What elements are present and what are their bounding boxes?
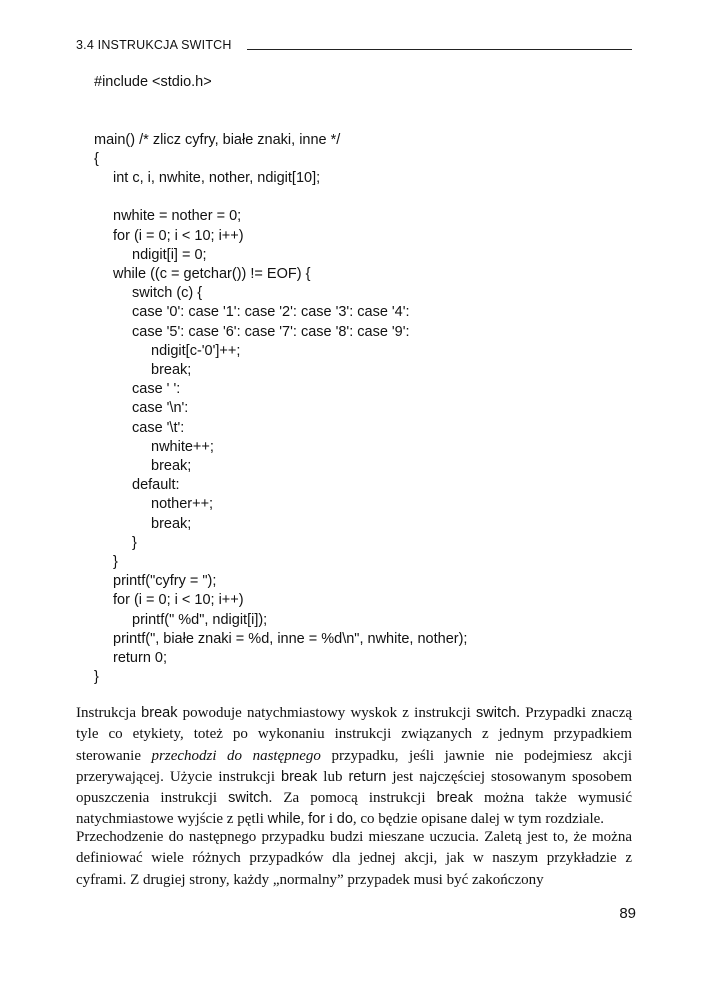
keyword-for: for [308, 811, 326, 828]
text-run: , [300, 811, 309, 828]
code-line: case ' ': [132, 381, 181, 398]
code-line: int c, i, nwhite, nother, ndigit[10]; [113, 170, 321, 186]
code-line: } [113, 554, 118, 570]
text-run: . Przypadki znaczą tyle co etykiety, toteż po wykonaniu instrukcji związanych z jednym przypadkiem sterowanie [76, 705, 633, 764]
page-number: 89 [619, 905, 636, 922]
keyword-while: while [267, 811, 301, 828]
text-run: Instrukcja [76, 705, 142, 721]
text-run: i [325, 811, 337, 828]
text-run: jest najczęściej stosowanym sposobem opuszczenia instrukcji [76, 768, 632, 807]
emphasis-fall-through: przechodzi do następnego [151, 747, 321, 764]
code-line: } [132, 534, 137, 551]
text-run: lub [317, 768, 349, 785]
code-line: break; [151, 515, 192, 532]
code-line: case '0': case '1': case '2': case '3': case '4': [132, 304, 410, 321]
code-line: case '\t': [132, 419, 185, 436]
keyword-switch: switch [476, 705, 517, 721]
keyword-return: return [348, 768, 387, 785]
running-title: 3.4 INSTRUKCJA SWITCH [76, 38, 232, 52]
text-run: . Za pomocą instrukcji [268, 790, 437, 807]
keyword-do: do [336, 811, 353, 828]
code-line: nother++; [151, 496, 214, 513]
keyword-switch: switch [228, 790, 269, 807]
paragraph-break-explanation [76, 703, 632, 831]
text-run: , co będzie opisane dalej w tym rozdziale. [352, 811, 605, 828]
code-line: #include <stdio.h> [94, 74, 212, 90]
code-line: { [94, 150, 99, 167]
code-line: return 0; [113, 650, 167, 666]
running-header [76, 36, 632, 56]
code-line: printf(" %d", ndigit[i]); [132, 611, 268, 628]
header-rule [247, 49, 632, 50]
code-line: default: [132, 477, 180, 494]
code-line: } [94, 669, 99, 686]
code-line: printf(", białe znaki = %d, inne = %d\n", nwhite, nother); [113, 630, 468, 647]
text-run: powoduje natychmiastowy wyskok z instrukcji [177, 705, 476, 721]
code-line: break; [151, 362, 192, 378]
code-line: main() /* zlicz cyfry, białe znaki, inne */ [94, 131, 341, 148]
keyword-break: break [281, 768, 318, 785]
code-line: ndigit[c-'0']++; [151, 342, 241, 359]
code-line: printf("cyfry = "); [113, 573, 217, 590]
keyword-break: break [436, 790, 473, 807]
text-run: można także wymusić natychmiastowe wyjście z pętli [76, 790, 632, 828]
code-line: break; [151, 458, 192, 474]
paragraph-fall-through: Przechodzenie do następnego przypadku budzi mieszane uczucia. Zaletą jest to, że można definiować wiele różnych przypadków dla jednej akcji, jak w naszym przykładzie z cyframi. Z drugiej strony, każdy „normalny” przypadek musi być zakończony [76, 829, 632, 888]
code-line: nwhite++; [151, 438, 214, 455]
code-line: while ((c = getchar()) != EOF) { [113, 266, 311, 282]
code-line: nwhite = nother = 0; [113, 208, 242, 225]
keyword-break: break [141, 705, 178, 721]
code-line: case '\n': [132, 400, 189, 417]
text-run: przypadku, jeśli jawnie nie podejmiesz akcji przerywającej. Użycie instrukcji [76, 747, 632, 785]
code-line: switch (c) { [132, 285, 203, 302]
code-line: for (i = 0; i < 10; i++) [113, 227, 244, 244]
code-line: for (i = 0; i < 10; i++) [113, 592, 244, 609]
code-line: ndigit[i] = 0; [132, 246, 207, 263]
code-line: case '5': case '6': case '7': case '8': case '9': [132, 323, 410, 340]
